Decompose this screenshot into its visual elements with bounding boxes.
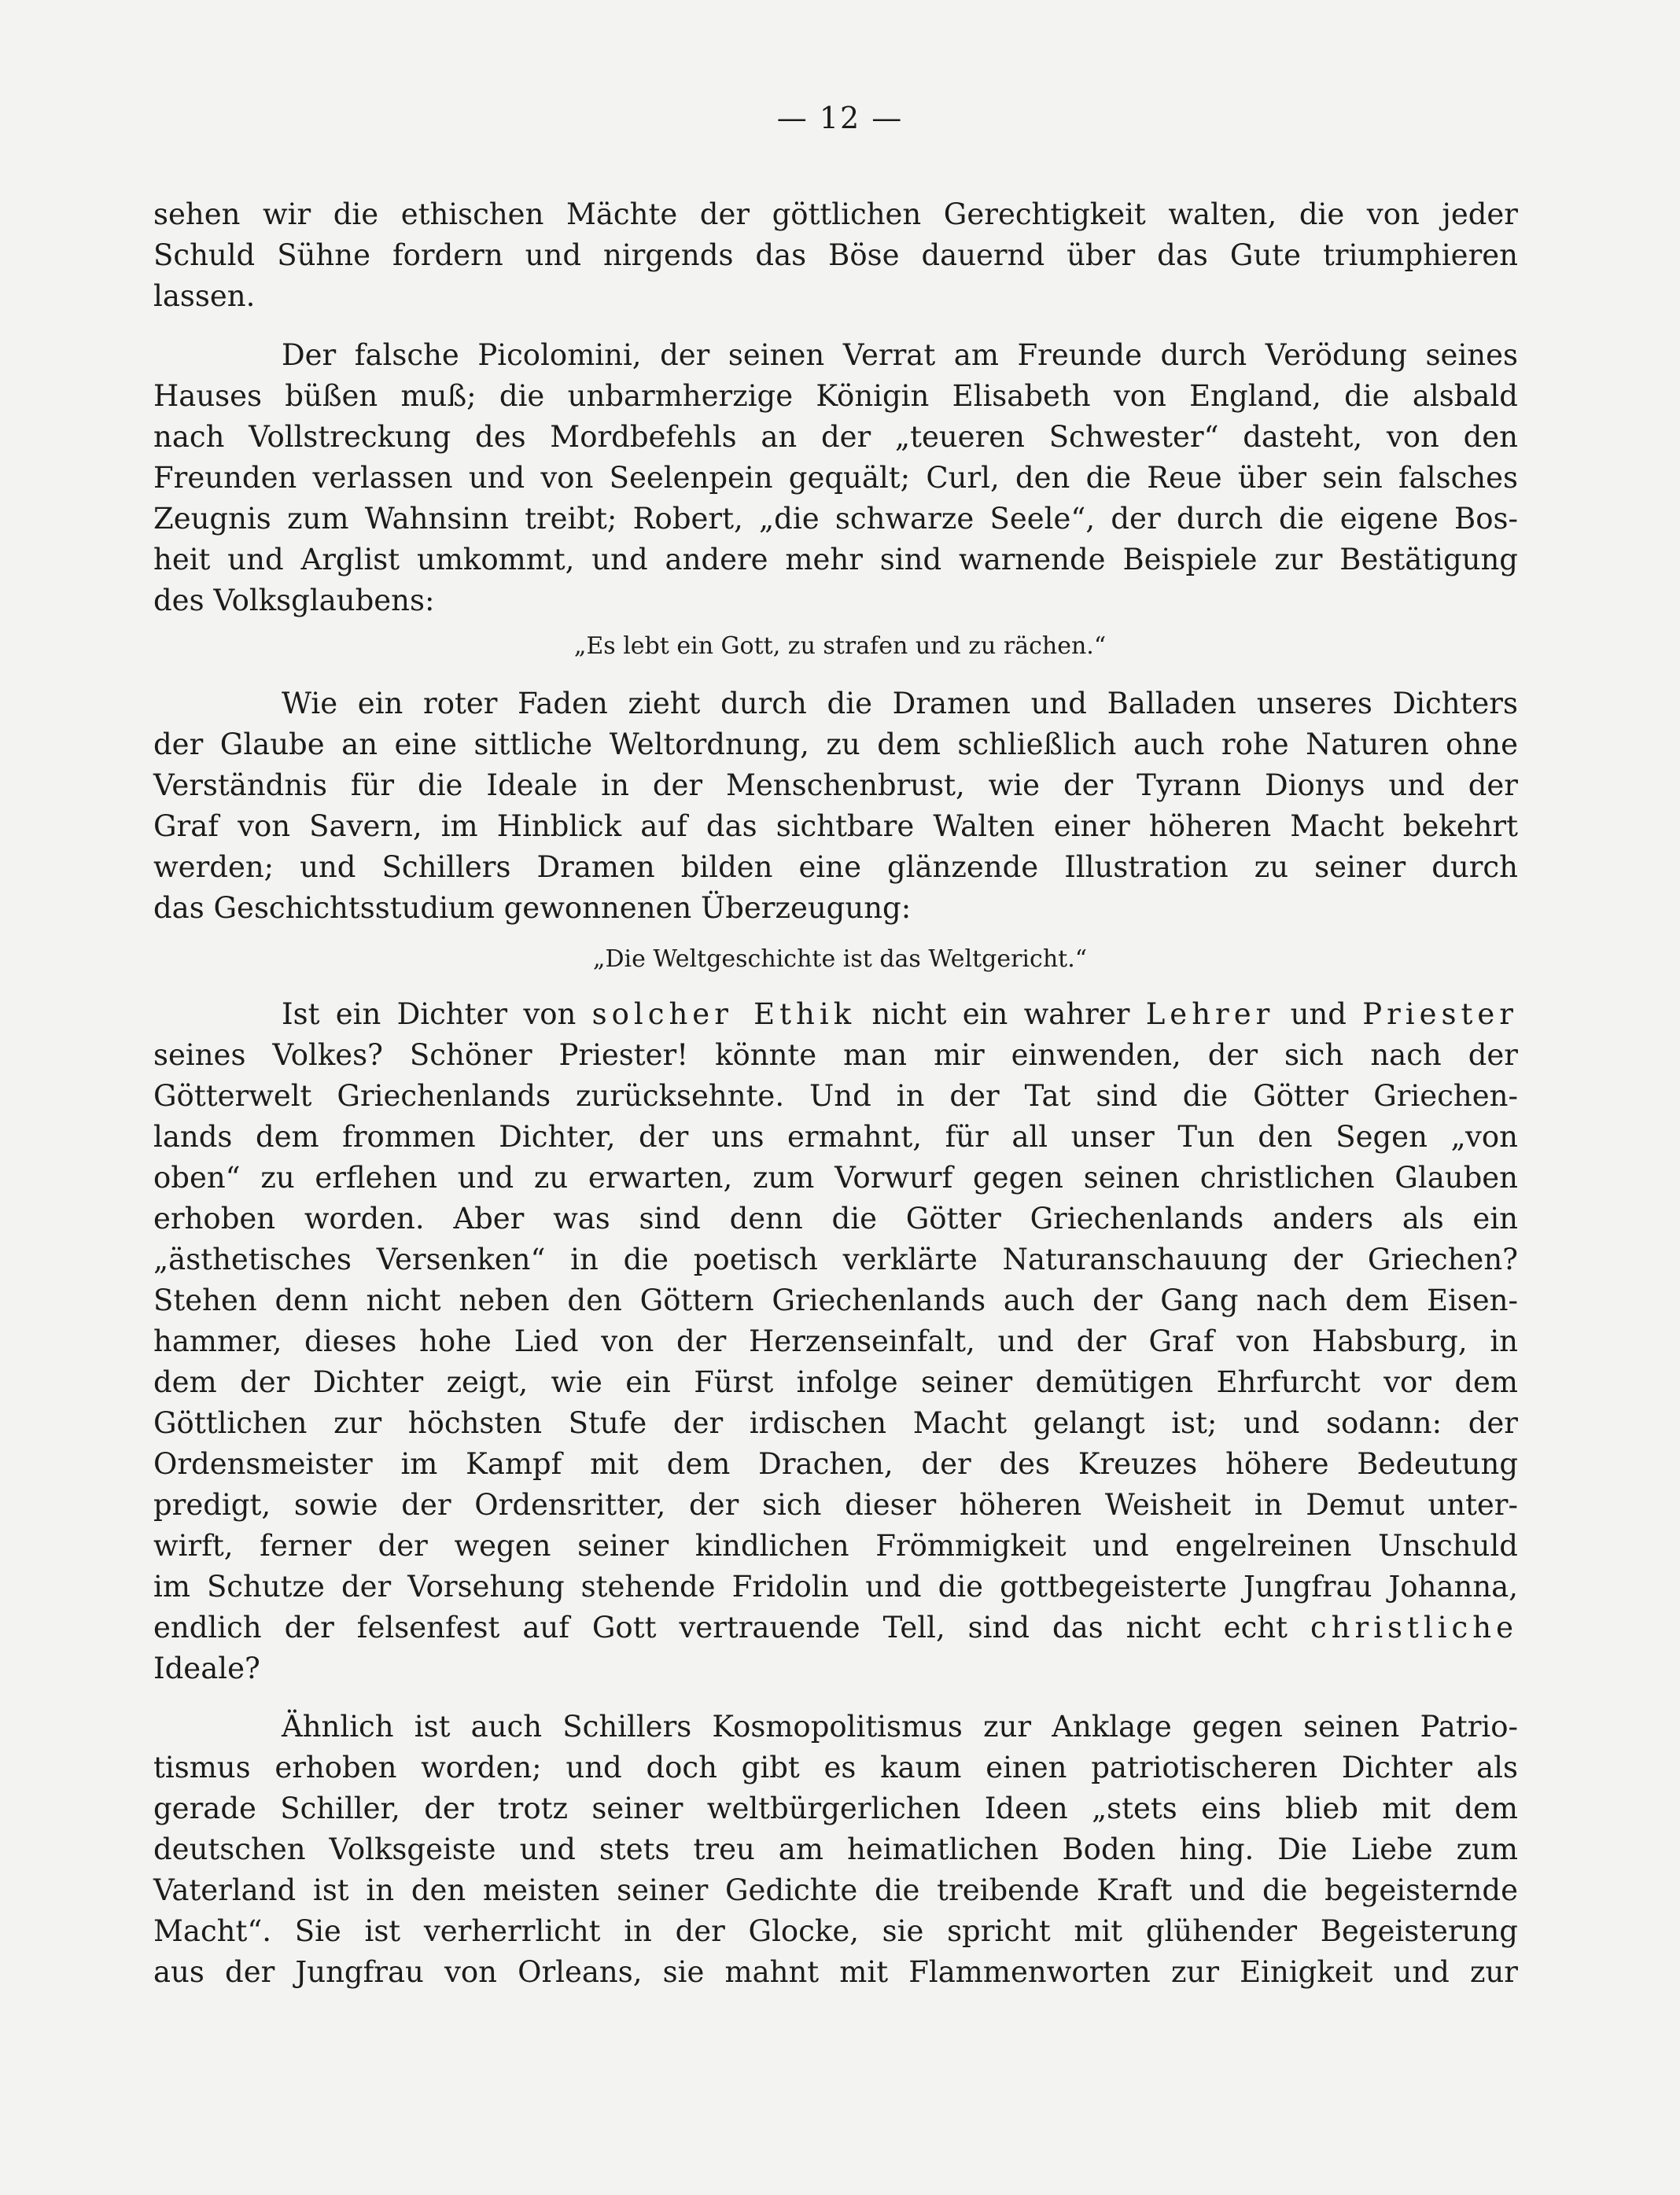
text-segment: endlich der felsenfest auf Gott vertrauende Tell, sind das nicht echt [153,1611,1310,1644]
text-segment: Ordensmeister im Kampf mit dem Drachen, der des Kreuzes höhere Bedeutung [153,1447,1518,1481]
text-segment: das Geschichtsstudium gewonnenen Überzeugung: [153,891,912,925]
text-line [153,277,1518,316]
text-line [153,581,1518,621]
text-segment: Ähnlich ist auch Schillers Kosmopolitismus zur Anklage gegen seinen Patrio- [282,1710,1518,1744]
text-segment: Macht“. Sie ist verherrlicht in der Glocke, sie spricht mit glühender Begeisterung [153,1914,1518,1948]
text-line [153,1748,1518,1788]
text-segment: im Schutze der Vorsehung stehende Fridolin und die gottbegeisterte Jungfrau Johanna, [153,1570,1518,1604]
text-segment: des Volksglaubens: [153,584,435,617]
text-line [153,1118,1518,1157]
text-segment: aus der Jungfrau von Orleans, sie mahnt mit Flammenworten zur Einigkeit und zur [153,1955,1518,1989]
text-segment: Schuld Sühne fordern und nirgends das Böse dauernd über das Gute triumphieren [153,238,1518,272]
text-line [153,418,1518,457]
text-segment: heit und Arglist umkommt, und andere mehr sind warnende Beispiele zur Bestätigung [153,543,1518,576]
block-quote [0,942,1680,977]
text-segment: der Glaube an eine sittliche Weltordnung, zu dem schließlich auch rohe Naturen ohne [153,727,1518,761]
text-line [153,1240,1518,1280]
text-segment: „Die Weltgeschichte ist das Weltgericht.“ [592,945,1088,973]
emphasized-text: christliche [1310,1611,1518,1644]
text-segment: deutschen Volksgeiste und stets treu am heimatlichen Boden hing. Die Liebe zum [153,1832,1518,1866]
text-segment: sehen wir die ethischen Mächte der göttlichen Gerechtigkeit walten, die von jeder [153,197,1518,231]
text-line [153,1036,1518,1075]
text-segment: seines Volkes? Schöner Priester! könnte man mir einwenden, der sich nach der [153,1038,1518,1072]
text-line [153,236,1518,275]
text-line [153,377,1518,416]
text-segment: „ästhetisches Versenken“ in die poetisch verklärte Naturanschauung der Griechen? [153,1243,1518,1276]
text-segment: oben“ zu erflehen und zu erwarten, zum Vorwurf gegen seinen christlichen Glauben [153,1161,1518,1195]
text-segment: tismus erhoben worden; und doch gibt es kaum einen patriotischeren Dichter als [153,1751,1518,1784]
block-quote [0,629,1680,664]
text-segment: Vaterland ist in den meisten seiner Gedichte die treibende Kraft und die begeisternde [153,1873,1518,1907]
text-line [153,459,1518,498]
text-line [153,1199,1518,1239]
text-line [153,1830,1518,1869]
text-line [153,1486,1518,1525]
text-segment: dem der Dichter zeigt, wie ein Fürst infolge seiner demütigen Ehrfurcht vor dem [153,1365,1518,1399]
text-line [153,1789,1518,1829]
text-segment: Göttlichen zur höchsten Stufe der irdischen Macht gelangt ist; und sodann: der [153,1406,1518,1440]
text-line [153,1363,1518,1402]
text-line [282,1707,1518,1747]
text-segment: Götterwelt Griechenlands zurücksehnte. Und in der Tat sind die Götter Griechen- [153,1079,1518,1113]
text-line [153,1912,1518,1951]
text-segment: hammer, dieses hohe Lied von der Herzenseinfalt, und der Graf von Habsburg, in [153,1324,1518,1358]
text-line [153,1953,1518,1992]
text-segment: Der falsche Picolomini, der seinen Verrat am Freunde durch Verödung seines [282,338,1518,372]
text-line [153,1404,1518,1443]
text-segment: Stehen denn nicht neben den Göttern Griechenlands auch der Gang nach dem Eisen- [153,1283,1518,1317]
text-line [153,1527,1518,1566]
text-line [282,336,1518,375]
text-line [153,725,1518,764]
emphasized-text: Lehrer [1145,997,1275,1031]
text-segment: nicht ein wahrer [856,997,1146,1031]
emphasized-text: solcher Ethik [591,997,857,1031]
text-line [153,766,1518,805]
text-line [153,807,1518,846]
text-line [153,1608,1518,1648]
text-segment: Freunden verlassen und von Seelenpein gequält; Curl, den die Reue über sein falsches [153,461,1518,495]
text-segment: erhoben worden. Aber was sind denn die Götter Griechenlands anders als ein [153,1202,1518,1236]
text-segment: gerade Schiller, der trotz seiner weltbürgerlichen Ideen „stets eins blieb mit dem [153,1792,1518,1825]
text-line [153,1158,1518,1198]
text-line [153,889,1518,928]
text-line [153,848,1518,887]
text-segment: wirft, ferner der wegen seiner kindlichen Frömmigkeit und engelreinen Unschuld [153,1529,1518,1563]
text-segment: predigt, sowie der Ordensritter, der sich dieser höheren Weisheit in Demut unter- [153,1488,1518,1522]
text-segment: Zeugnis zum Wahnsinn treibt; Robert, „die schwarze Seele“, der durch die eigene Bos- [153,502,1518,536]
text-segment: Graf von Savern, im Hinblick auf das sichtbare Walten einer höheren Macht bekehrt [153,809,1518,843]
text-segment: lassen. [153,279,256,313]
text-line [153,499,1518,539]
text-segment: Ist ein Dichter von [282,997,592,1031]
text-segment: nach Vollstreckung des Mordbefehls an der „teueren Schwester“ dasteht, von den [153,420,1518,454]
text-line [282,995,1518,1034]
text-segment: Wie ein roter Faden zieht durch die Dramen und Balladen unseres Dichters [282,687,1518,720]
text-line [153,195,1518,234]
text-segment: Verständnis für die Ideale in der Menschenbrust, wie der Tyrann Dionys und der [153,768,1518,802]
text-segment: „Es lebt ein Gott, zu strafen und zu rächen.“ [573,632,1107,660]
page-number: — 12 — [776,101,904,135]
text-line [153,1445,1518,1484]
text-segment: lands dem frommen Dichter, der uns ermahnt, für all unser Tun den Segen „von [153,1120,1518,1154]
text-segment: und [1274,997,1363,1031]
text-line [153,1649,1518,1689]
text-segment: Ideale? [153,1652,260,1685]
emphasized-text: Priester [1362,997,1518,1031]
text-line [282,684,1518,724]
text-segment: Hauses büßen muß; die unbarmherzige Königin Elisabeth von England, die alsbald [153,379,1518,413]
text-line [153,1322,1518,1361]
text-line [153,1567,1518,1607]
text-line [153,540,1518,580]
text-segment: werden; und Schillers Dramen bilden eine glänzende Illustration zu seiner durch [153,850,1518,884]
text-line [153,1281,1518,1320]
text-line [153,1077,1518,1116]
text-line [153,1871,1518,1910]
